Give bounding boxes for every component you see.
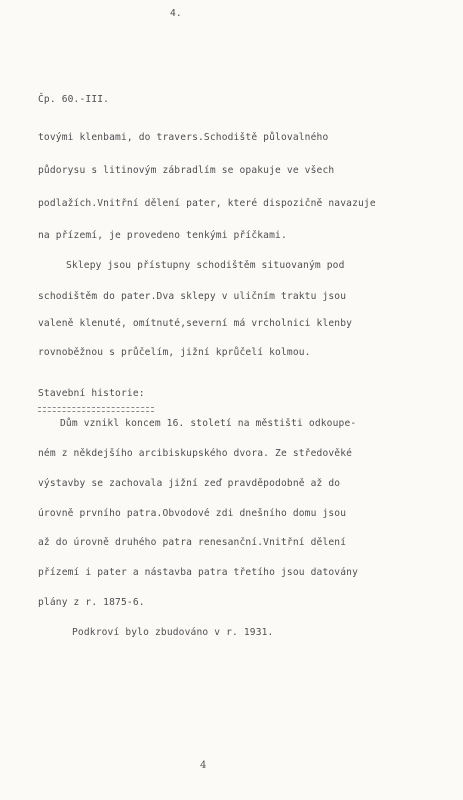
paragraph-1-line-2: půdorysu s litinovým zábradlím se opakuje ve všech — [38, 165, 335, 176]
heading-underline — [38, 407, 154, 412]
paragraph-3-line-3: výstavby se zachovala jižní zeď pravděpodobně až do — [38, 478, 341, 489]
paragraph-2-line-3: valeně klenuté, omítnuté,severní má vrcholnici klenby — [38, 318, 353, 329]
paragraph-4: Podkroví bylo zbudováno v r. 1931. — [72, 627, 274, 638]
paragraph-2-line-2: schodištěm do pater.Dva sklepy v uličním traktu jsou — [38, 291, 347, 302]
paragraph-3-line-1: Dům vznikl koncem 16. století na městišti odkoupe- — [60, 418, 357, 429]
paragraph-1-line-1: tovými klenbami, do travers.Schodiště půlovalného — [38, 132, 329, 143]
paragraph-1-line-3: podlažích.Vnitřní dělení pater, které dispozičně navazuje — [38, 198, 376, 209]
paragraph-2-line-4: rovnoběžnou s průčelím, jižní kprůčelí kolmou. — [38, 347, 311, 358]
paragraph-3-line-2: ném z někdejšího arcibiskupského dvora. Ze středověké — [38, 448, 353, 459]
paragraph-1-line-4: na přízemí, je provedeno tenkými příčkami. — [38, 230, 287, 241]
reference-number: Čp. 60.-III. — [38, 94, 110, 105]
paragraph-2-line-1: Sklepy jsou přístupny schodištěm situovaným pod — [66, 260, 345, 271]
section-heading: Stavební historie: — [38, 388, 145, 399]
page-number-top: 4. — [170, 8, 182, 19]
paragraph-3-line-4: úrovně prvního patra.Obvodové zdi dnešního domu jsou — [38, 508, 347, 519]
paragraph-3-line-5: až do úrovně druhého patra renesanční.Vnitřní dělení — [38, 537, 347, 548]
paragraph-3-line-7: plány z r. 1875-6. — [38, 597, 145, 608]
page-number-bottom: 4 — [200, 760, 207, 771]
paragraph-3-line-6: přízemí i pater a nástavba patra třetího jsou datovány — [38, 567, 358, 578]
